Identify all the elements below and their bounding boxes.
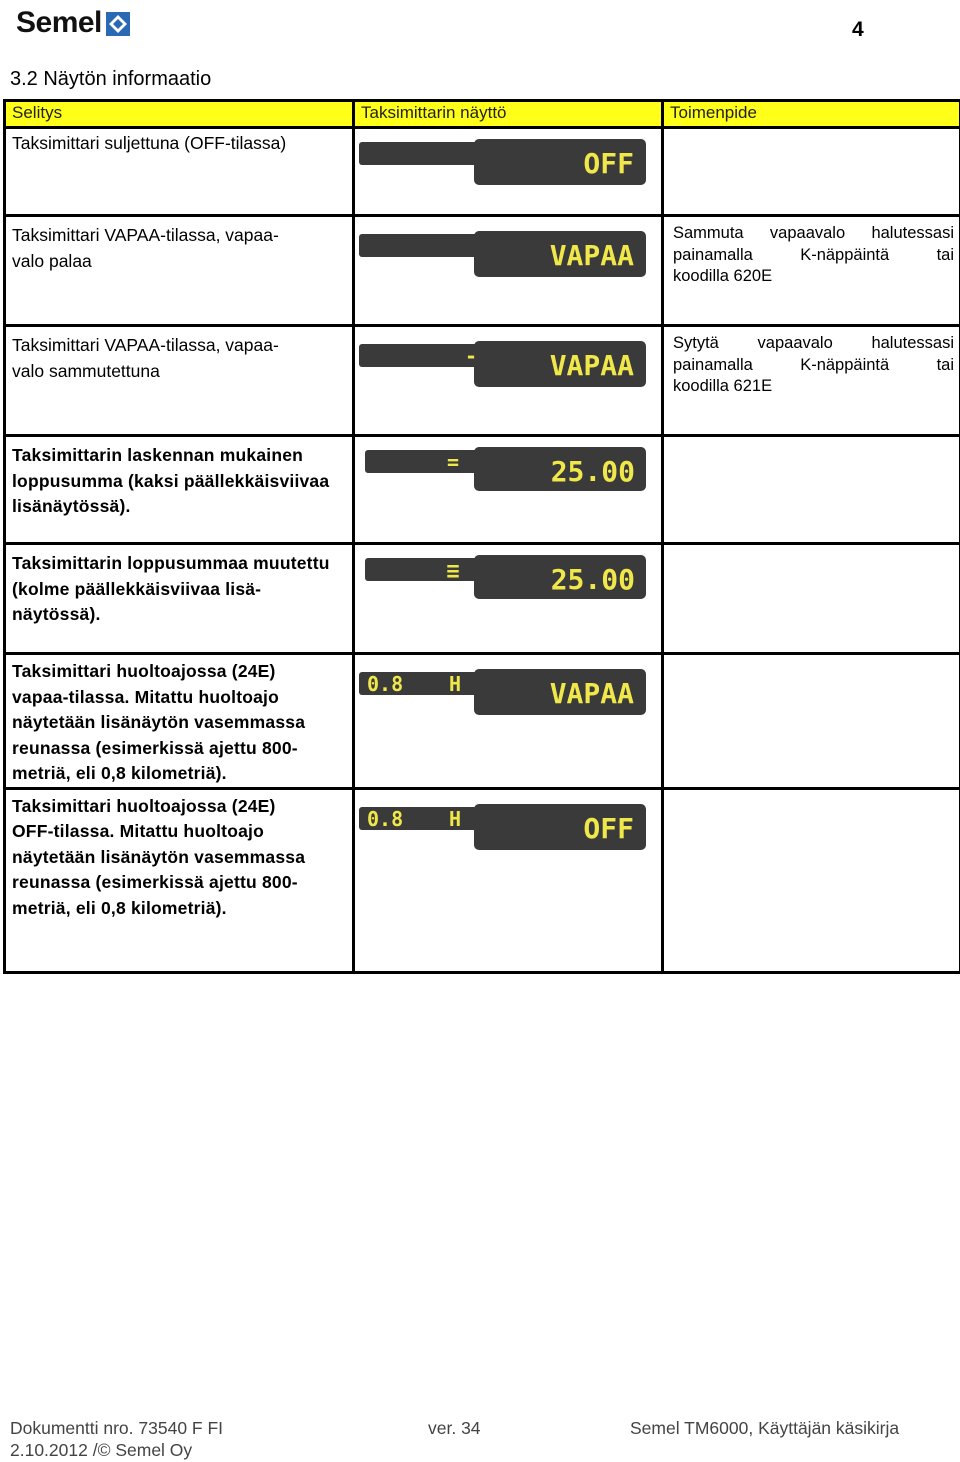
main-display-text: 25.00	[550, 563, 635, 596]
footer-doc-number: Dokumentti nro. 73540 F FI	[10, 1418, 224, 1438]
aux-display-text: =	[446, 450, 460, 474]
main-display-text: VAPAA	[549, 349, 634, 382]
semel-logo-icon	[106, 12, 130, 36]
row-description: Taksimittari huoltoajossa (24E) OFF-tilassa. Mitattu huoltoajo näytetään lisänäytön vasemmassa reunassa (esimerkissä ajettu 800- metriä, eli 0,8 kilometriä).	[12, 795, 306, 918]
aux-distance-text: 0.8	[367, 806, 404, 831]
footer-version: ver. 34	[428, 1418, 481, 1438]
aux-mode-text: H	[449, 672, 462, 696]
taximeter-display	[359, 669, 649, 717]
table-row	[5, 544, 960, 654]
row-description: Taksimittari VAPAA-tilassa, vapaa- valo palaa	[12, 225, 279, 271]
taximeter-display	[359, 804, 649, 852]
aux-display-text: -	[464, 344, 478, 368]
info-table	[3, 99, 960, 974]
table-row	[5, 788, 960, 972]
row-description: Taksimittari VAPAA-tilassa, vapaa- valo sammutettuna	[12, 335, 279, 381]
main-display-text: OFF	[583, 811, 634, 845]
table-row	[5, 326, 960, 436]
table-row	[5, 216, 960, 326]
row-description: Taksimittarin loppusummaa muutettu (kolme päällekkäisviivaa lisä- näytössä).	[12, 553, 330, 624]
main-display-text: 25.00	[550, 455, 635, 488]
taximeter-display	[359, 341, 649, 389]
table-header-row	[5, 101, 960, 128]
table-row	[5, 436, 960, 544]
logo-text: Semel	[16, 6, 102, 39]
taximeter-display	[359, 231, 649, 279]
row-action: Sammuta vapaavalo halutessasi painamalla K-näppäintä tai koodilla 620E	[673, 224, 954, 285]
footer-manual-title: Semel TM6000, Käyttäjän käsikirja	[630, 1418, 900, 1438]
table-row	[5, 654, 960, 789]
row-description: Taksimittarin laskennan mukainen loppusumma (kaksi päällekkäisviivaa lisänäytössä).	[12, 445, 330, 516]
table-row	[5, 128, 960, 216]
main-display-text: VAPAA	[549, 677, 634, 710]
page-number: 4	[852, 18, 864, 41]
row-description: Taksimittari huoltoajossa (24E) vapaa-tilassa. Mitattu huoltoajo näytetään lisänäytön vasemmassa reunassa (esimerkissä ajettu 800- metriä, eli 0,8 kilometriä).	[12, 661, 306, 783]
semel-logo	[16, 6, 130, 40]
row-description: Taksimittari suljettuna (OFF-tilassa)	[12, 133, 287, 153]
aux-display-text: ≡	[446, 559, 460, 584]
taximeter-display	[365, 447, 655, 495]
column-header-toimenpide: Toimenpide	[663, 101, 960, 128]
aux-distance-text: 0.8	[367, 672, 404, 696]
column-header-selitys: Selitys	[5, 101, 354, 128]
aux-mode-text: H	[449, 806, 462, 831]
section-title: 3.2 Näytön informaatio	[10, 68, 212, 90]
column-header-nayttö: Taksimittarin näyttö	[354, 101, 663, 128]
taximeter-display	[365, 555, 655, 603]
footer-date-copyright: 2.10.2012 /© Semel Oy	[10, 1440, 193, 1460]
row-action: Sytytä vapaavalo halutessasi painamalla K-näppäintä tai koodilla 621E	[673, 334, 954, 395]
main-display-text: VAPAA	[549, 239, 634, 272]
main-display-text: OFF	[583, 147, 634, 180]
taximeter-display	[359, 139, 649, 187]
